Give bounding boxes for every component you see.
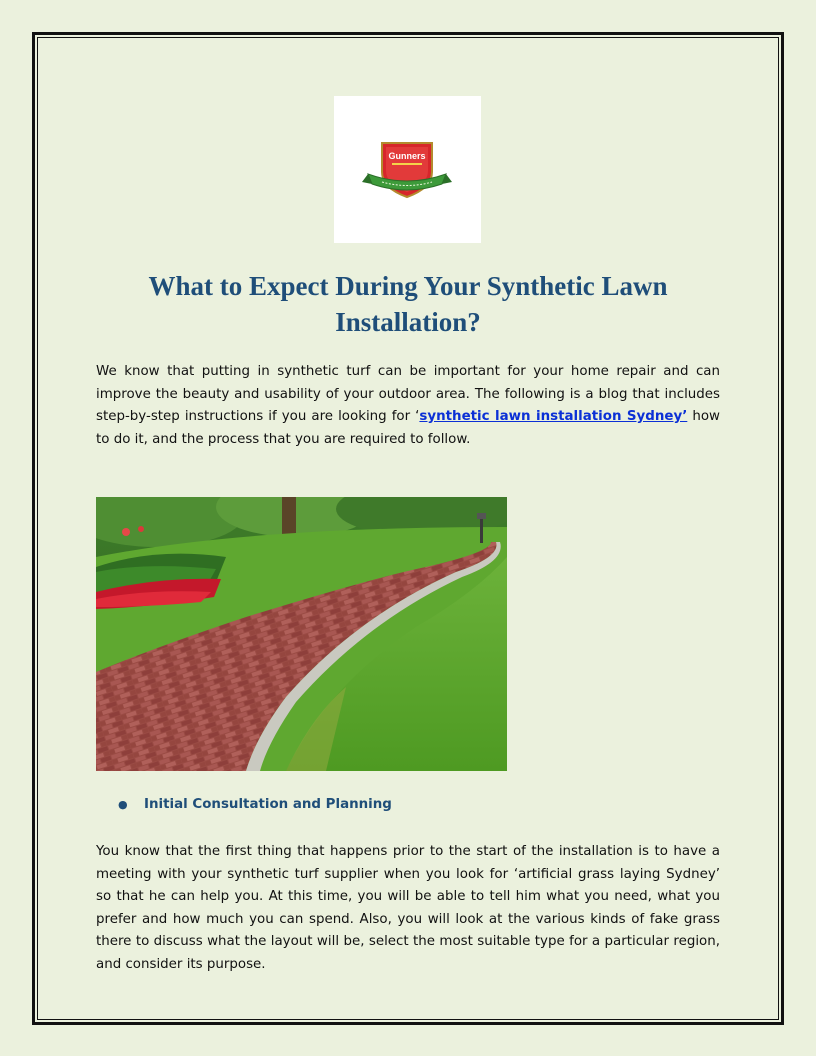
intro-text-end: how to do it, and the process that you are required to follow. [96, 409, 720, 447]
intro-paragraph [96, 361, 720, 451]
synthetic-lawn-link[interactable]: synthetic lawn installation Sydney’ [419, 409, 688, 424]
bullet-dot: ● [118, 798, 128, 811]
logo [334, 96, 481, 243]
garden-path-photo [96, 497, 507, 771]
section-heading [118, 797, 392, 812]
logo-brand-text: Gunners [388, 151, 426, 161]
section-heading-text: Initial Consultation and Planning [144, 797, 392, 812]
intro-text: We know that putting in synthetic turf can be important for your home repair and can improve the beauty and usability of your outdoor area. The following is a blog that includes step-by-step instructions if you are looking for ‘ [96, 364, 720, 424]
page-title: What to Expect During Your Synthetic Lawn Installation? [148, 271, 668, 337]
section-paragraph: You know that the first thing that happens prior to the start of the installation is to have a meeting with your synthetic turf supplier when you look for ‘artificial grass laying Sydney’ so that he can help you. At this time, you will be able to tell him what you need, what you prefer and how much you can spend. Also, you will look at the various kinds of fake grass there to discuss what the layout will be, select the most suitable type for a particular region, and consider its purpose. [96, 844, 720, 972]
gunners-shield-logo [334, 96, 481, 243]
